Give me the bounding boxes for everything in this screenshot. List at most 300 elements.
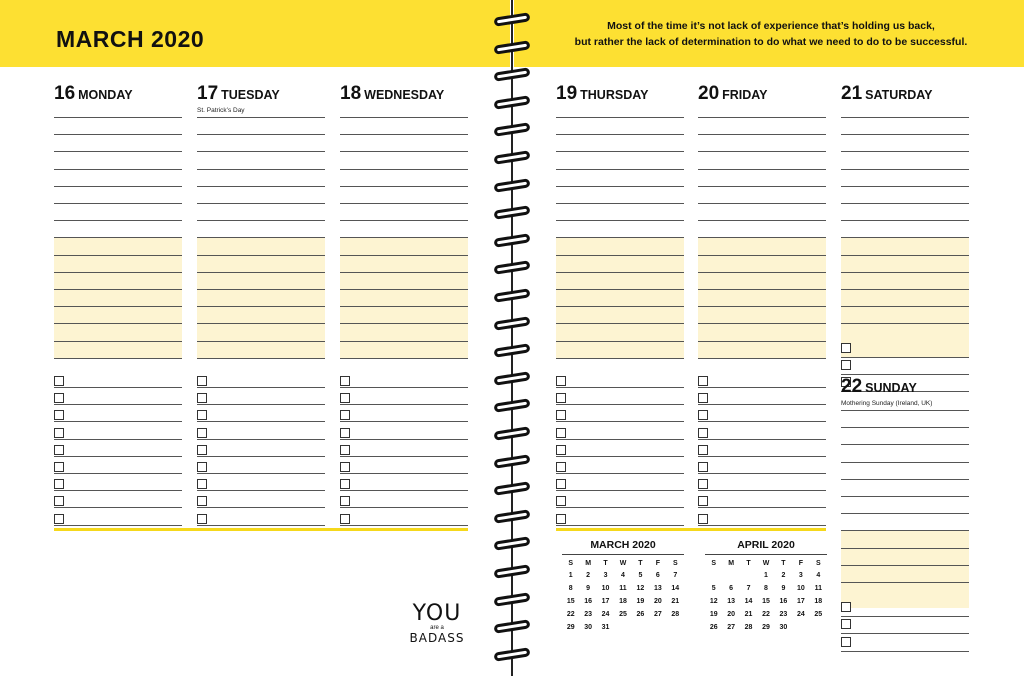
ruled-line [698,306,826,307]
weekday-letter: W [619,560,627,567]
logo-you-text: YOU [412,601,462,626]
calendar-date: 17 [796,598,805,605]
calendar-date: 24 [601,611,610,618]
day-number: 18 [340,83,362,104]
ruled-line [698,289,826,290]
calendar-date: 13 [653,585,662,592]
priority-block [841,530,969,607]
ruled-line [340,186,468,187]
checkbox[interactable] [841,637,851,647]
day-name: THURSDAY [580,88,649,102]
ruled-line [197,237,325,238]
weekday-letter: S [711,560,717,567]
day-number: 19 [556,83,578,104]
checklist-line [556,404,684,405]
calendar-date: 29 [762,624,770,631]
weekday-letter: S [568,560,574,567]
day-header [841,83,933,105]
checklist-line [340,439,468,440]
checklist-line [340,507,468,508]
calendar-date: 25 [619,611,627,618]
ruled-line [54,289,182,290]
calendar-date [705,569,722,582]
ruled-line [841,496,969,497]
calendar-date: 20 [727,611,736,618]
checkbox[interactable] [340,496,350,506]
checkbox[interactable] [698,496,708,506]
calendar-date: 30 [779,624,788,631]
ruled-line [556,237,684,238]
ruled-line [197,169,325,170]
ruled-line [698,134,826,135]
checkbox[interactable] [556,479,566,489]
day-name: SATURDAY [865,88,933,102]
ruled-line [698,358,826,359]
ruled-line [54,323,182,324]
calendar-date [722,569,739,582]
checklist-line [556,490,684,491]
checkbox[interactable] [698,410,708,420]
ruled-line [556,220,684,221]
ruled-line [698,237,826,238]
ruled-line [54,203,182,204]
mini-calendar-rule [705,554,827,555]
checkbox[interactable] [698,393,708,403]
checkbox[interactable] [698,462,708,472]
ruled-line [340,306,468,307]
calendar-date [632,621,649,634]
calendar-date: 22 [762,611,770,618]
checkbox[interactable] [841,343,851,353]
checklist-line [54,404,182,405]
checkbox[interactable] [340,393,350,403]
ruled-line [841,134,969,135]
checkbox[interactable] [197,496,207,506]
day-number: 22 [841,376,863,397]
checkbox[interactable] [54,514,64,524]
checklist-line [197,507,325,508]
checkbox[interactable] [556,514,566,524]
calendar-date: 14 [671,585,680,592]
calendar-date: 26 [636,611,645,618]
ruled-line [698,341,826,342]
ruled-line [556,151,684,152]
calendar-date: 18 [814,598,823,605]
ruled-line [197,289,325,290]
ruled-line [197,203,325,204]
ruled-line [841,151,969,152]
ruled-line [54,255,182,256]
ruled-line [340,220,468,221]
ruled-line [340,203,468,204]
checklist-line [340,456,468,457]
calendar-date: 7 [673,572,678,579]
mini-calendar-april [705,539,827,634]
weekday-letter: T [746,560,751,567]
calendar-date: 1 [568,572,573,579]
calendar-date [792,621,809,634]
calendar-date: 3 [798,572,803,579]
checklist-line [841,616,969,617]
calendar-date: 11 [814,585,822,592]
calendar-date: 3 [603,572,608,579]
ruled-line [54,151,182,152]
day-number: 21 [841,83,863,104]
calendar-date [649,621,666,634]
checkbox[interactable] [556,393,566,403]
ruled-line [841,479,969,480]
checklist-line [698,473,826,474]
ruled-line [841,117,969,118]
calendar-date: 13 [727,598,736,605]
ruled-line [197,151,325,152]
calendar-date: 18 [619,598,627,605]
ruled-line [556,203,684,204]
calendar-date: 25 [814,611,823,618]
day-number: 17 [197,83,219,104]
ruled-line [197,358,325,359]
checkbox[interactable] [340,445,350,455]
checkbox[interactable] [556,445,566,455]
checkbox[interactable] [556,410,566,420]
ruled-line [841,530,969,531]
checklist-line [841,651,969,652]
checklist-line [556,525,684,526]
weekday-letter: S [815,560,821,567]
checkbox[interactable] [556,376,566,386]
ruled-line [556,306,684,307]
calendar-date: 5 [638,572,643,579]
calendar-date: 10 [601,585,610,592]
calendar-date: 28 [744,624,753,631]
checklist-line [841,357,969,358]
calendar-date: 5 [711,585,716,592]
calendar-date: 19 [636,598,645,605]
day-name: SUNDAY [865,381,917,395]
ruled-line [556,358,684,359]
ruled-line [556,186,684,187]
calendar-date: 16 [779,598,788,605]
ruled-line [556,117,684,118]
ruled-line [340,255,468,256]
checklist-line [54,387,182,388]
checkbox[interactable] [556,462,566,472]
ruled-line [841,462,969,463]
checklist-line [698,421,826,422]
ruled-line [841,513,969,514]
day-header [556,83,648,105]
ruled-line [698,151,826,152]
ruled-line [340,341,468,342]
ruled-line [340,151,468,152]
checklist-line [556,473,684,474]
ruled-line [698,220,826,221]
checkbox[interactable] [340,479,350,489]
ruled-line [54,134,182,135]
checkbox[interactable] [556,428,566,438]
calendar-date: 21 [671,598,680,605]
quote-line-1: Most of the time it’s not lack of experience that’s holding us back, [607,20,935,32]
calendar-date: 23 [584,611,593,618]
day-name: MONDAY [78,88,133,102]
calendar-date: 22 [566,611,575,618]
section-rule-right [556,528,826,531]
checklist-line [698,456,826,457]
ruled-line [556,323,684,324]
calendar-date: 31 [601,624,610,631]
checkbox[interactable] [54,393,64,403]
calendar-date: 27 [653,611,662,618]
checkbox[interactable] [197,479,207,489]
checklist-line [197,525,325,526]
calendar-date: 12 [636,585,645,592]
ruled-line [54,117,182,118]
checklist-line [54,490,182,491]
checkbox[interactable] [54,462,64,472]
calendar-date: 8 [568,585,573,592]
ruled-line [556,289,684,290]
ruled-line [197,134,325,135]
ruled-line [197,186,325,187]
holiday-label: Mothering Sunday (Ireland, UK) [841,400,933,407]
section-rule-left [54,528,468,531]
checkbox[interactable] [54,410,64,420]
logo-middle-text: are a [430,625,444,631]
checkbox[interactable] [197,462,207,472]
checklist-line [197,490,325,491]
mini-calendar-rule [562,554,684,555]
checkbox[interactable] [698,514,708,524]
weekday-letter: M [585,560,592,567]
calendar-date: 12 [709,598,718,605]
ruled-line [841,427,969,428]
ruled-line [54,358,182,359]
checklist-line [54,525,182,526]
ruled-line [841,255,969,256]
ruled-line [556,255,684,256]
day-header [841,376,917,398]
ruled-line [698,117,826,118]
checklist-line [340,421,468,422]
calendar-date: 9 [586,585,591,592]
checkbox[interactable] [340,514,350,524]
ruled-line [340,358,468,359]
checklist-line [197,439,325,440]
day-header [698,83,768,105]
calendar-date: 14 [744,598,753,605]
calendar-date [810,621,827,634]
calendar-date: 4 [816,572,821,579]
checkbox[interactable] [54,496,64,506]
ruled-line [841,565,969,566]
checklist-line [841,633,969,634]
ruled-line [556,134,684,135]
weekday-letter: W [762,560,770,567]
calendar-date: 27 [727,624,736,631]
checkbox[interactable] [197,445,207,455]
checklist-line [698,507,826,508]
ruled-line [197,323,325,324]
checklist-line [340,387,468,388]
calendar-date: 30 [584,624,593,631]
mini-calendar-march [562,539,684,634]
quote-line-2: but rather the lack of determination to do what we need to do to be successful. [574,36,968,48]
calendar-date: 6 [729,585,734,592]
ruled-line [197,341,325,342]
checkbox[interactable] [197,428,207,438]
ruled-line [841,203,969,204]
ruled-line [841,186,969,187]
ruled-line [841,410,969,411]
day-header [197,83,280,105]
calendar-date: 24 [796,611,805,618]
checkbox[interactable] [698,479,708,489]
day-number: 20 [698,83,720,104]
checkbox[interactable] [841,360,851,370]
checklist-line [340,490,468,491]
ruled-line [841,444,969,445]
ruled-line [54,169,182,170]
day-name: FRIDAY [722,88,768,102]
ruled-line [698,272,826,273]
ruled-line [340,117,468,118]
checkbox[interactable] [197,410,207,420]
checkbox[interactable] [340,376,350,386]
checkbox[interactable] [841,602,851,612]
calendar-date: 26 [709,624,718,631]
calendar-date: 15 [566,598,575,605]
logo-badass-text: BADASS [409,631,465,645]
ruled-line [197,220,325,221]
ruled-line [54,220,182,221]
calendar-date: 29 [566,624,575,631]
checklist-line [698,404,826,405]
weekday-letter: T [638,560,643,567]
checkbox[interactable] [698,428,708,438]
ruled-line [841,323,969,324]
ruled-line [54,306,182,307]
ruled-line [698,255,826,256]
ruled-line [340,237,468,238]
checklist-line [556,421,684,422]
weekday-letter: S [672,560,678,567]
ruled-line [698,323,826,324]
ruled-line [197,306,325,307]
checkbox[interactable] [340,462,350,472]
holiday-label: St. Patrick’s Day [197,107,245,114]
weekday-letter: F [655,560,660,567]
ruled-line [340,272,468,273]
calendar-date: 8 [764,585,768,592]
mini-calendar-grid [562,558,684,634]
calendar-date: 20 [653,598,662,605]
checkbox[interactable] [54,376,64,386]
calendar-date: 4 [621,572,625,579]
checklist-line [841,374,969,375]
ruled-line [556,272,684,273]
calendar-date: 7 [746,585,751,592]
checklist-line [556,456,684,457]
checklist-line [698,387,826,388]
checklist-line [197,387,325,388]
ruled-line [197,117,325,118]
checkbox[interactable] [197,376,207,386]
calendar-date: 23 [779,611,788,618]
checkbox[interactable] [841,619,851,629]
ruled-line [841,169,969,170]
mini-calendar-grid [705,558,827,634]
ruled-line [841,548,969,549]
checkbox[interactable] [698,376,708,386]
checklist-line [556,439,684,440]
calendar-date: 2 [781,572,786,579]
checkbox[interactable] [197,393,207,403]
checklist-line [698,490,826,491]
checklist-line [54,456,182,457]
day-header [54,83,133,105]
checklist-line [556,507,684,508]
checkbox[interactable] [340,410,350,420]
ruled-line [197,255,325,256]
ruled-line [841,306,969,307]
checkbox[interactable] [698,445,708,455]
day-name: WEDNESDAY [364,88,445,102]
checkbox[interactable] [340,428,350,438]
checkbox[interactable] [54,445,64,455]
mini-calendar-title: MARCH 2020 [590,539,656,551]
checklist-line [340,525,468,526]
checklist-line [197,421,325,422]
mini-calendar-title: APRIL 2020 [737,539,795,551]
checklist-line [197,473,325,474]
calendar-date: 10 [796,585,805,592]
calendar-date: 16 [584,598,593,605]
calendar-date: 6 [655,572,660,579]
checkbox[interactable] [197,514,207,524]
ruled-line [698,186,826,187]
ruled-line [197,272,325,273]
calendar-date: 1 [764,572,768,579]
day-name: TUESDAY [221,88,280,102]
ruled-line [841,289,969,290]
checklist-line [556,387,684,388]
checklist-line [54,439,182,440]
ruled-line [54,272,182,273]
calendar-date [740,569,757,582]
ruled-line [340,169,468,170]
ruled-line [340,134,468,135]
ruled-line [841,272,969,273]
weekday-letter: F [798,560,803,567]
checkbox[interactable] [54,479,64,489]
checklist-line [698,439,826,440]
checkbox[interactable] [54,428,64,438]
calendar-date: 21 [744,611,753,618]
weekday-letter: M [728,560,735,567]
page-title: MARCH 2020 [56,26,205,52]
ruled-line [698,203,826,204]
checklist-line [340,473,468,474]
calendar-date: 19 [709,611,718,618]
checkbox[interactable] [556,496,566,506]
ruled-line [698,169,826,170]
calendar-date [614,621,631,634]
day-header [340,83,444,105]
calendar-date: 15 [762,598,770,605]
calendar-date: 2 [586,572,591,579]
ruled-line [841,582,969,583]
checklist-line [54,473,182,474]
